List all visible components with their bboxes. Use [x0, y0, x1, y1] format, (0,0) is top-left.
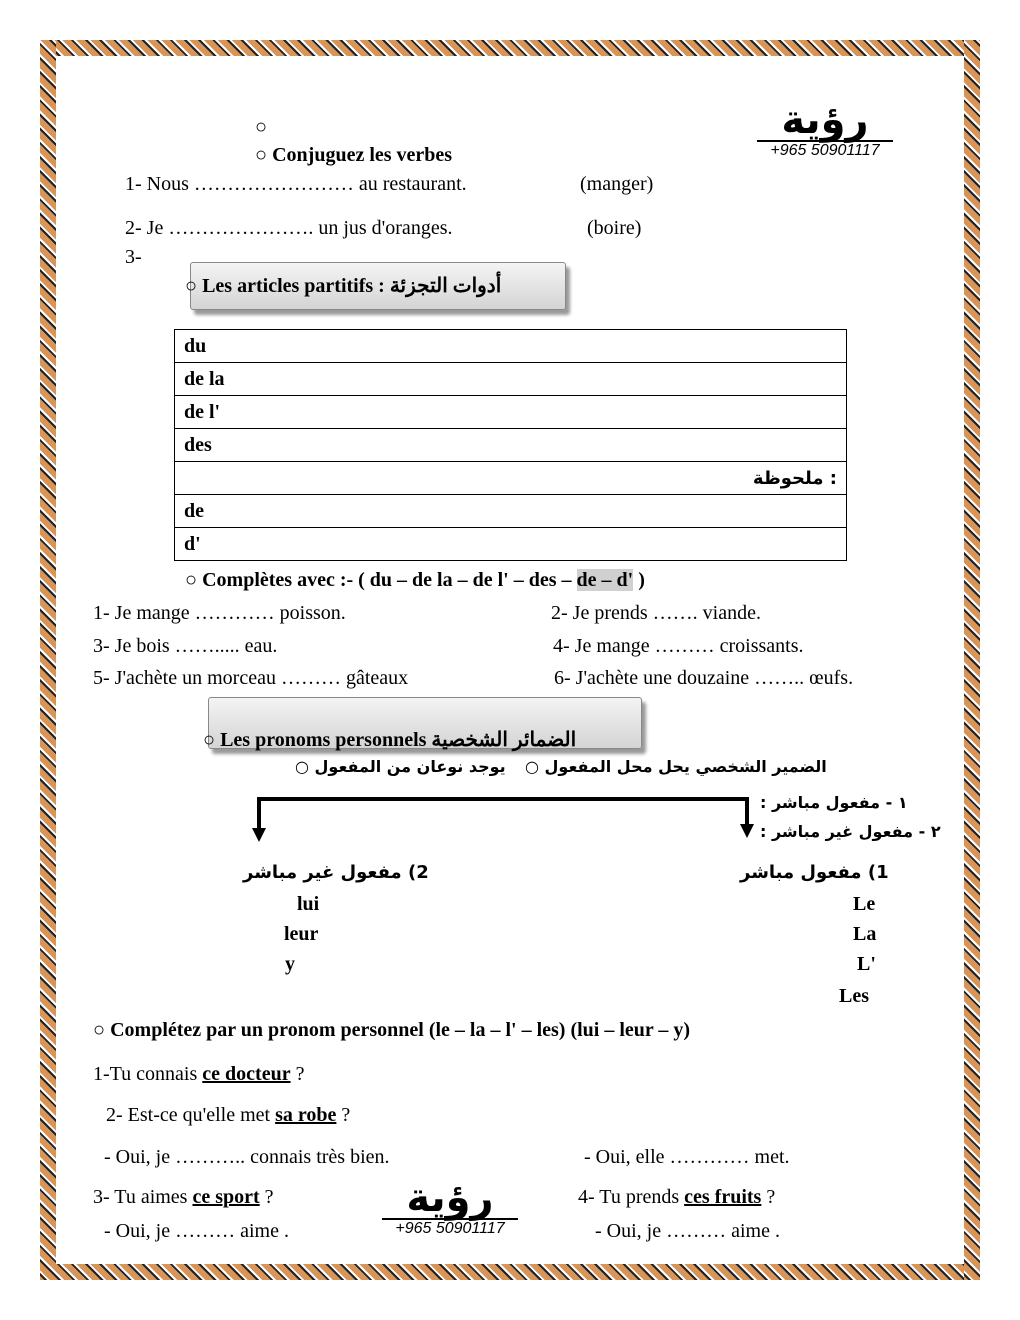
- conjugate-title: Conjuguez les verbes: [272, 144, 453, 166]
- diagram-right-stem: [745, 797, 749, 824]
- logo-bottom: [382, 1175, 518, 1238]
- arrow-down-icon: [252, 828, 266, 842]
- partitifs-table: [174, 329, 847, 561]
- completes-item-1: 1- Je mange ………… poisson.: [93, 602, 346, 624]
- logo-mark: رؤية: [406, 1175, 494, 1221]
- section-conjugate-title: ○ Conjuguez les verbes: [255, 144, 453, 166]
- num: 2-: [125, 217, 142, 239]
- logo-phone: +965 50901117: [757, 140, 893, 160]
- table-row-note: : ملحوظة: [175, 462, 847, 495]
- answer-1: - Oui, je ……….. connais très bien.: [104, 1146, 390, 1168]
- question-1: [93, 1063, 304, 1086]
- conj-item-3: 3-: [125, 246, 142, 268]
- table-row: de: [175, 495, 847, 528]
- q-mark: ?: [290, 1063, 305, 1085]
- table-row: des: [175, 429, 847, 462]
- table-row: du: [175, 330, 847, 363]
- text: Je …………………. un jus d'oranges.: [146, 217, 453, 239]
- q-text: 3- Tu aimes: [93, 1186, 193, 1208]
- conj-verb-1: (manger): [580, 173, 654, 195]
- answer-4: - Oui, je ……… aime .: [595, 1220, 780, 1242]
- pronoms-bullet-2: يوجد نوعان من المفعول ○: [295, 757, 506, 776]
- title-pre: Complètes avec :- ( du – de la – de l' – des –: [202, 569, 577, 591]
- question-2: [106, 1104, 350, 1127]
- q-text: 1-Tu connais: [93, 1063, 203, 1085]
- direct-pronoun: Le: [853, 893, 876, 915]
- border-left: [40, 40, 56, 1280]
- completes-item-3: 3- Je bois ……..... eau.: [93, 635, 278, 657]
- logo-mark: رؤية: [781, 97, 869, 143]
- exercise-title-text: Complétez par un pronom personnel (le – la – l' – les) (lui – leur – y): [110, 1019, 691, 1041]
- indirect-pronoun: lui: [297, 893, 320, 915]
- pronoms-title-text: Les pronoms personnels الضمائر الشخصية: [220, 729, 577, 751]
- direct-pronoun: L': [857, 953, 876, 975]
- answer-2: - Oui, elle ………… met.: [584, 1146, 790, 1168]
- indirect-pronoun: leur: [284, 923, 319, 945]
- partitifs-title: ○ Les articles partitifs : أدوات التجزئة: [185, 275, 502, 297]
- conj-item-1: [125, 173, 467, 196]
- completes-title: ○ Complètes avec :- ( du – de la – de l' – des – de – d' ): [185, 569, 645, 591]
- logo-top: [757, 97, 893, 160]
- q-object: sa robe: [275, 1104, 337, 1126]
- arrow-down-icon: [740, 824, 754, 838]
- object-type-1: ١ - مفعول مباشر :: [760, 793, 908, 812]
- exercise-title: ○ Complétez par un pronom personnel (le – la – l' – les) (lui – leur – y): [93, 1019, 691, 1041]
- question-4: [578, 1186, 775, 1209]
- direct-pronoun: La: [853, 923, 877, 945]
- num: 1-: [125, 173, 142, 195]
- q-mark: ?: [259, 1186, 274, 1208]
- diagram-bar: [257, 797, 749, 801]
- border-right: [964, 40, 980, 1280]
- bullet-text: يوجد نوعان من المفعول: [314, 757, 506, 776]
- table-row: de la: [175, 363, 847, 396]
- text: Nous …………………… au restaurant.: [146, 173, 467, 195]
- logo-phone: +965 50901117: [382, 1218, 518, 1238]
- border-bottom: [40, 1264, 980, 1280]
- object-type-2: ٢ - مفعول غير مباشر :: [760, 822, 941, 841]
- bullet-empty: ○: [255, 116, 268, 138]
- completes-item-4: 4- Je mange ……… croissants.: [553, 635, 804, 657]
- completes-item-5: 5- J'achète un morceau ……… gâteaux: [93, 667, 409, 689]
- q-mark: ?: [761, 1186, 776, 1208]
- title-post: ): [633, 569, 645, 591]
- answer-3: - Oui, je ……… aime .: [104, 1220, 289, 1242]
- partitifs-title-text: Les articles partitifs : أدوات التجزئة: [202, 275, 502, 297]
- bullet-text: الضمير الشخصي يحل محل المفعول: [544, 757, 827, 776]
- title-highlight: de – d': [576, 569, 634, 591]
- indirect-pronoun: y: [285, 953, 295, 975]
- question-3: [93, 1186, 274, 1209]
- indirect-heading: 2) مفعول غير مباشر: [243, 862, 429, 883]
- q-text: 4- Tu prends: [578, 1186, 685, 1208]
- pronoms-bullet-1: الضمير الشخصي يحل محل المفعول ○: [525, 757, 827, 776]
- diagram-left-stem: [257, 797, 261, 829]
- conj-verb-2: (boire): [587, 217, 642, 239]
- q-object: ce sport: [192, 1186, 260, 1208]
- q-object: ces fruits: [684, 1186, 762, 1208]
- direct-pronoun: Les: [839, 985, 869, 1007]
- q-mark: ?: [336, 1104, 351, 1126]
- border-top: [40, 40, 980, 56]
- pronoms-title: ○ Les pronoms personnels الضمائر الشخصية: [203, 729, 577, 751]
- conj-item-2: [125, 217, 452, 240]
- table-row: de l': [175, 396, 847, 429]
- completes-item-2: 2- Je prends ……. viande.: [551, 602, 761, 624]
- completes-item-6: 6- J'achète une douzaine …….. œufs.: [554, 667, 854, 689]
- direct-heading: 1) مفعول مباشر: [740, 862, 889, 883]
- q-object: ce docteur: [202, 1063, 291, 1085]
- q-text: 2- Est-ce qu'elle met: [106, 1104, 276, 1126]
- table-row: d': [175, 528, 847, 561]
